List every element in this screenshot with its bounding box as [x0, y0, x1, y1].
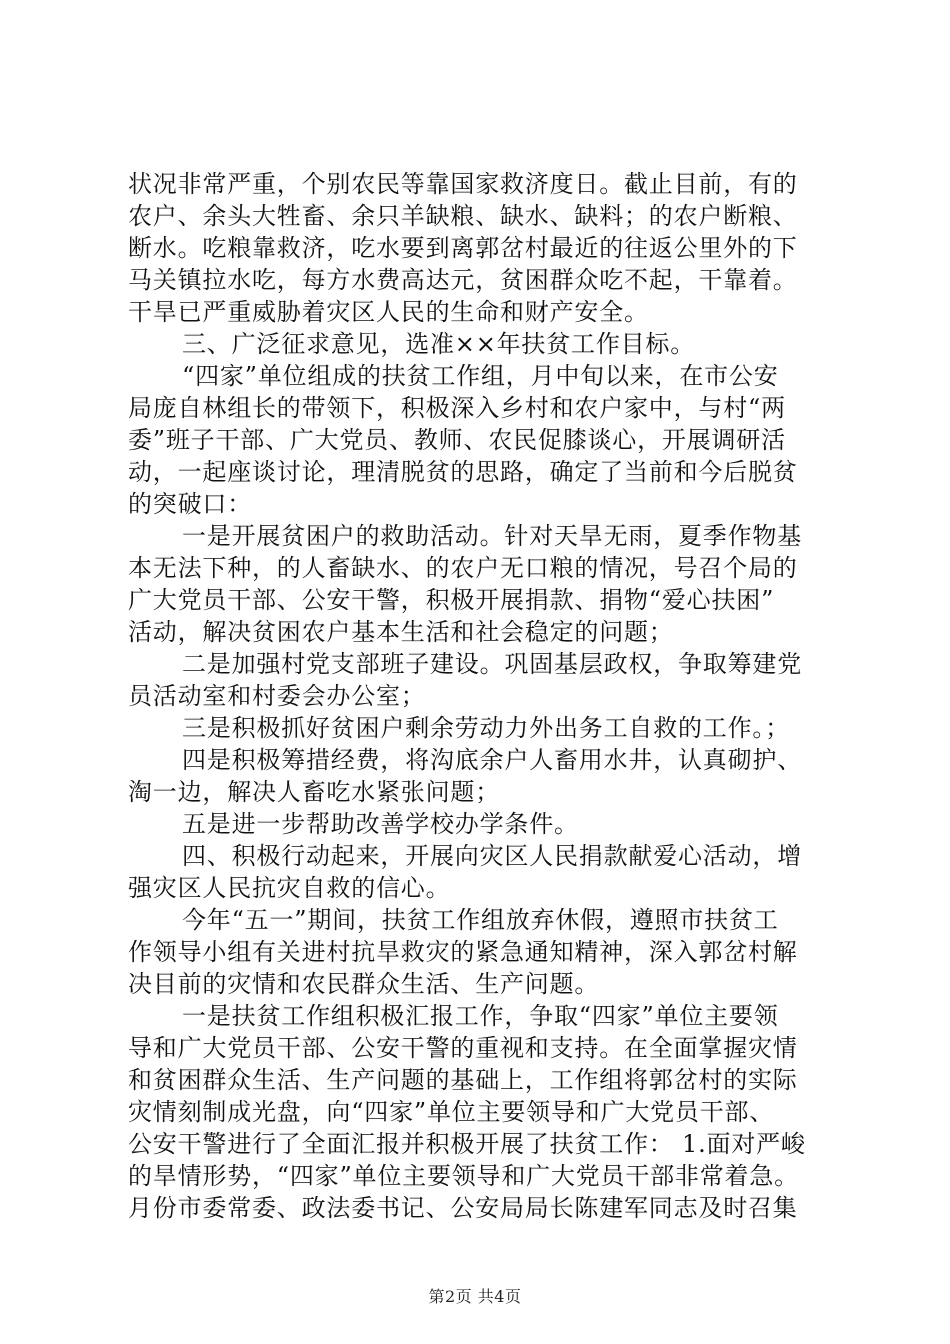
text-line: 干旱已严重威胁着灾区人民的生命和财产安全。 — [128, 298, 649, 326]
document-body — [128, 168, 828, 1224]
text-line: 三、广泛征求意见，选准××年扶贫工作目标。 — [182, 330, 696, 358]
text-line: 强灾区人民抗灾自救的信心。 — [128, 874, 451, 902]
text-line: 决目前的灾情和农民群众生活、生产问题。 — [128, 970, 600, 998]
text-line: 农户、余头大牲畜、余只羊缺粮、缺水、缺料；的农户断粮、 — [128, 202, 798, 230]
text-line: “四家”单位组成的扶贫工作组，月中旬以来，在市公安 — [182, 362, 779, 390]
text-line: 四、积极行动起来，开展向灾区人民捐款献爱心活动，增 — [182, 842, 802, 870]
text-line: 本无法下种，的人畜缺水、的农户无口粮的情况，号召个局的 — [128, 554, 798, 582]
text-line: 四是积极筹措经费，将沟底余户人畜用水井，认真砌护、 — [182, 746, 802, 774]
text-line: 公安干警进行了全面汇报并积极开展了扶贫工作： 1.面对严峻 — [128, 1130, 806, 1158]
text-line: 和贫困群众生活、生产问题的基础上，工作组将郭岔村的实际 — [128, 1066, 798, 1094]
page-footer: 第2页 共4页 — [428, 1287, 522, 1306]
text-line: 淘一边，解决人畜吃水紧张问题； — [128, 778, 500, 806]
text-line: 活动，解决贫困农户基本生活和社会稳定的问题； — [128, 618, 674, 646]
text-line: 委”班子干部、广大党员、教师、农民促膝谈心，开展调研活 — [128, 426, 786, 454]
text-line: 动，一起座谈讨论，理清脱贫的思路，确定了当前和今后脱贫 — [128, 458, 798, 486]
text-line: 一是扶贫工作组积极汇报工作，争取“四家”单位主要领 — [182, 1002, 779, 1030]
text-line: 状况非常严重，个别农民等靠国家救济度日。截止目前，有的 — [128, 170, 798, 198]
text-line: 灾情刻制成光盘，向“四家”单位主要领导和广大党员干部、 — [128, 1098, 775, 1126]
text-line: 作领导小组有关进村抗旱救灾的紧急通知精神，深入郭岔村解 — [128, 938, 798, 966]
text-line: 马关镇拉水吃，每方水费高达元，贫困群众吃不起，干靠着。 — [128, 266, 798, 294]
text-line: 导和广大党员干部、公安干警的重视和支持。在全面掌握灾情 — [128, 1034, 798, 1062]
text-line: 局庞自林组长的带领下，积极深入乡村和农户家中，与村“两 — [128, 394, 786, 422]
text-line: 五是进一步帮助改善学校办学条件。 — [182, 810, 579, 838]
text-line: 一是开展贫困户的救助活动。针对天旱无雨，夏季作物基 — [182, 522, 802, 550]
text-line: 月份市委常委、政法委书记、公安局局长陈建军同志及时召集 — [128, 1194, 798, 1222]
text-line: 的旱情形势，“四家”单位主要领导和广大党员干部非常着急。 — [128, 1162, 799, 1190]
text-line: 的突破口： — [128, 490, 252, 518]
text-line: 今年“五一”期间，扶贫工作组放弃休假，遵照市扶贫工 — [182, 906, 779, 934]
text-line: 员活动室和村委会办公室； — [128, 682, 426, 710]
text-line: 三是积极抓好贫困户剩余劳动力外出务工自救的工作。； — [182, 714, 790, 742]
text-line: 广大党员干部、公安干警，积极开展捐款、捐物“爱心扶困” — [128, 586, 775, 614]
text-line: 二是加强村党支部班子建设。巩固基层政权，争取筹建党 — [182, 650, 802, 678]
text-line: 断水。吃粮靠救济，吃水要到离郭岔村最近的往返公里外的下 — [128, 234, 798, 262]
